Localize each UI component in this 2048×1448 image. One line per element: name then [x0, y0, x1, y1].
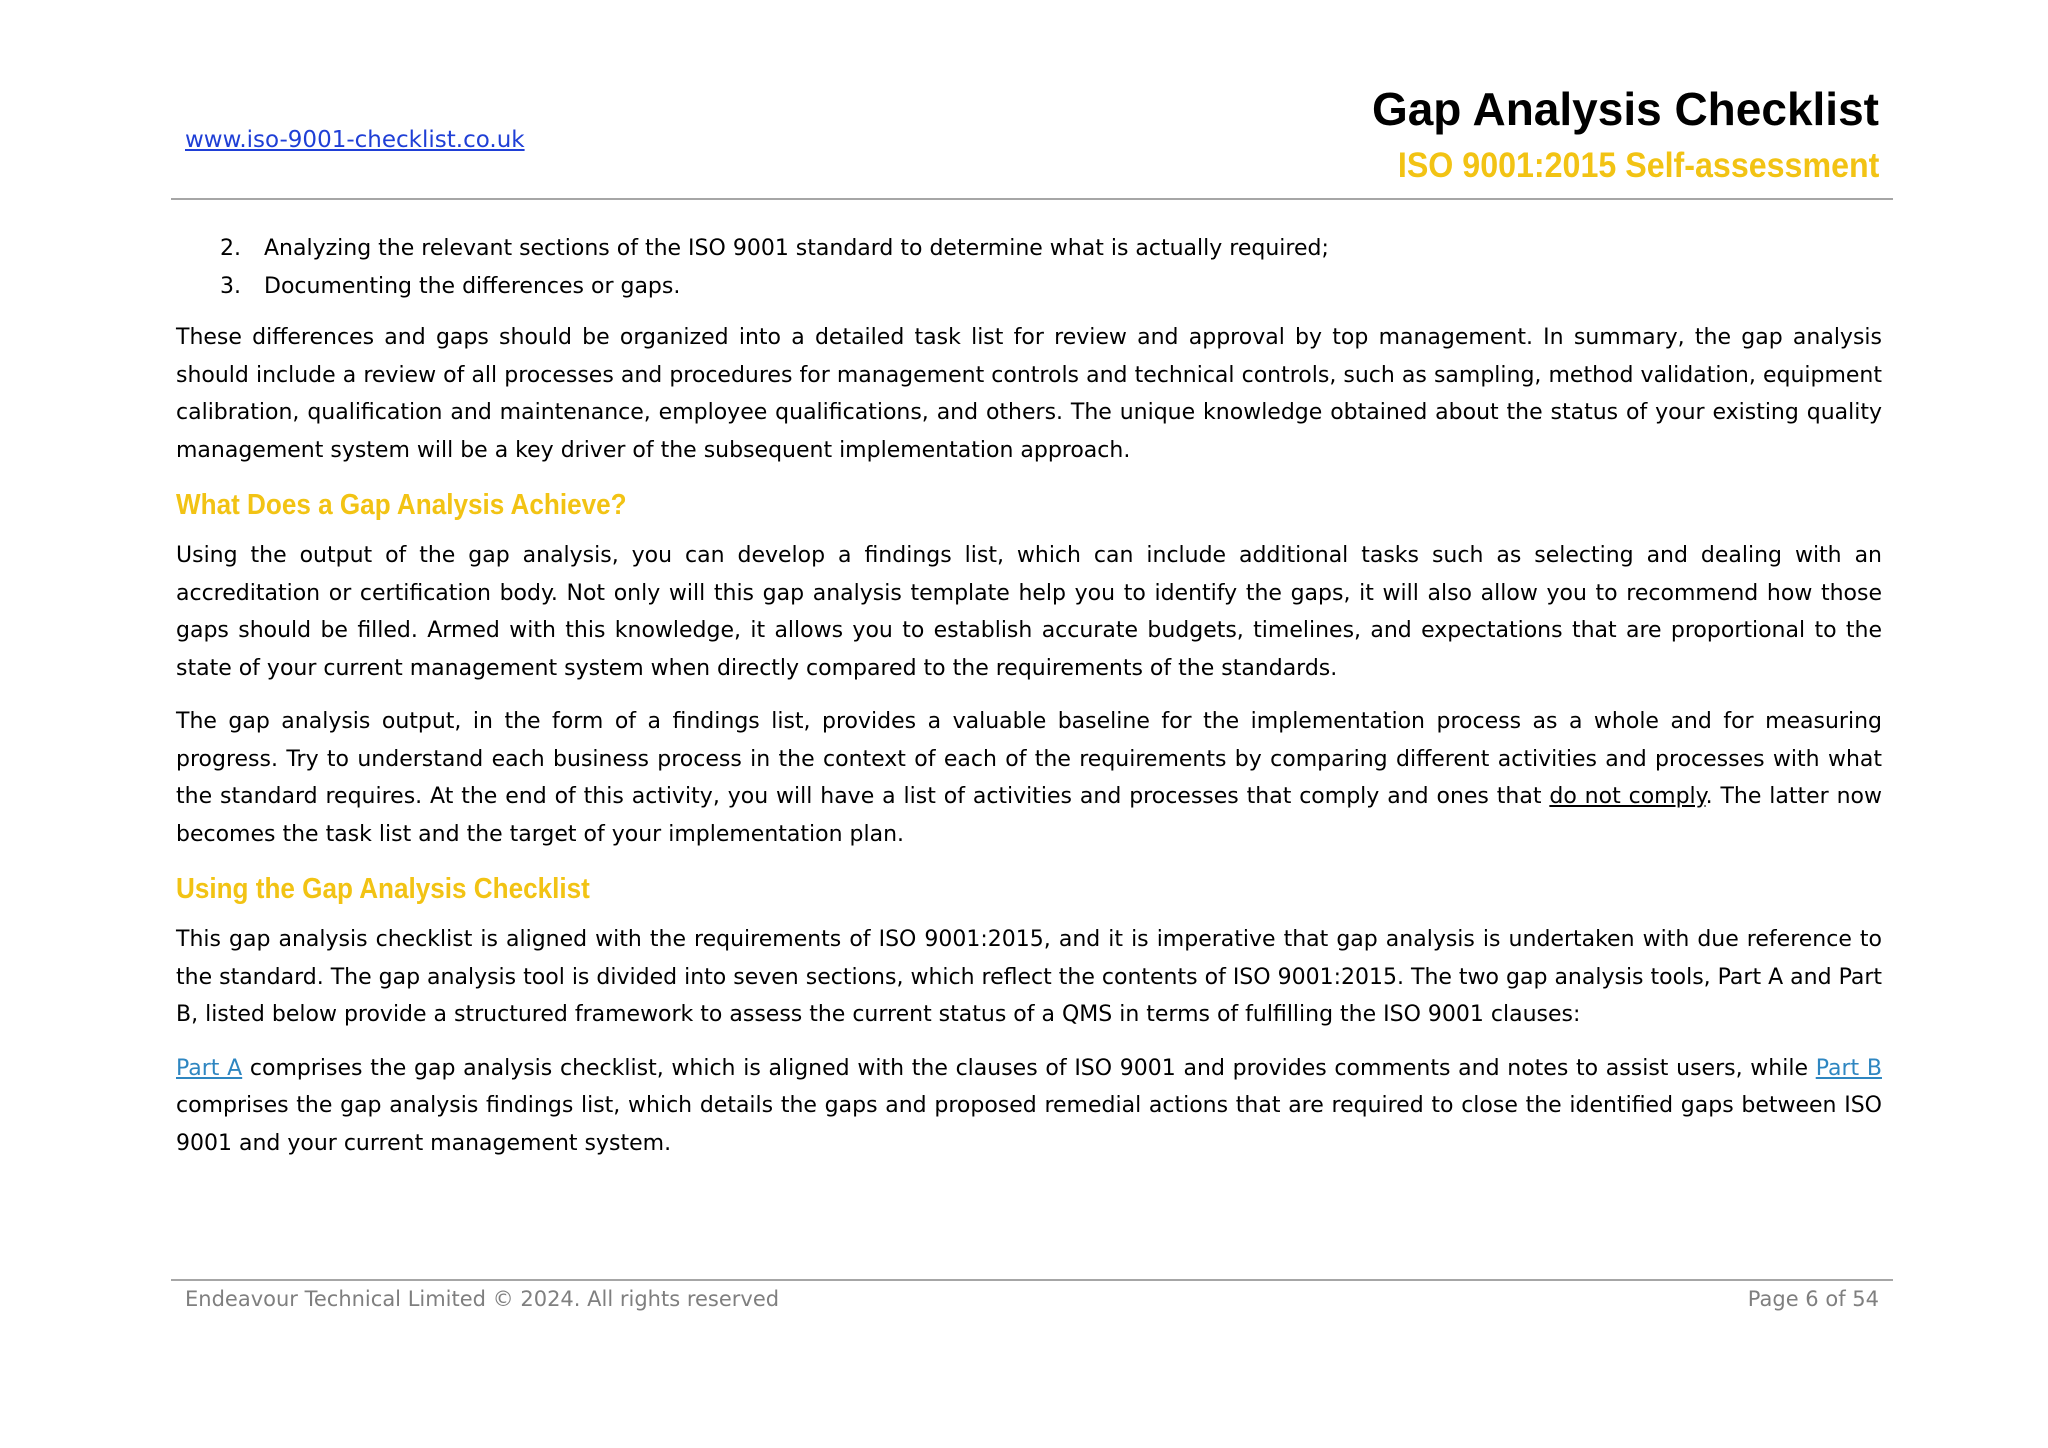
document-title: Gap Analysis Checklist — [1371, 83, 1879, 135]
footer-copyright: Endeavour Technical Limited © 2024. All rights reserved — [185, 1287, 780, 1311]
underlined-text: do not comply — [1549, 784, 1706, 809]
paragraph-parts-tail: comprises the gap analysis findings list, which details the gaps and proposed remedial actions that are required to close the identified gaps between ISO 9001 and your current management system. — [176, 1093, 1882, 1156]
part-a-link[interactable]: Part A — [176, 1055, 243, 1081]
page-content — [176, 230, 1882, 1178]
page-header — [171, 82, 1893, 200]
list-item-text: Analyzing the relevant sections of the ISO 9001 standard to determine what is actually required; — [264, 236, 1329, 261]
paragraph-baseline-tail: . The latter now becomes the task list and the target of your implementation plan. — [176, 784, 1882, 847]
section-heading-using-checklist: Using the Gap Analysis Checklist — [176, 873, 590, 905]
page-number: Page 6 of 54 — [1747, 1287, 1879, 1311]
paragraph-parts-middle: comprises the gap analysis checklist, which is aligned with the clauses of ISO 9001 and provides comments and notes to assist users, while — [242, 1055, 1816, 1081]
numbered-list — [176, 230, 1882, 305]
list-item — [176, 230, 1882, 268]
list-item-number: 2. — [220, 236, 241, 261]
list-item-text: Documenting the differences or gaps. — [264, 273, 681, 299]
paragraph-parts — [176, 1050, 1882, 1163]
document-subtitle: ISO 9001:2015 Self-assessment — [1397, 146, 1879, 185]
page-footer — [171, 1279, 1893, 1331]
paragraph-gap-summary: These differences and gaps should be organized into a detailed task list for review and approval by top management. In summary, the gap analysis should include a review of all processes and procedures for management controls and technical controls, such as sampling, method validation, equipment calibration, qualification and maintenance, employee qualifications, and others. The unique knowledge obtained about the status of your existing quality management system will be a key driver of the subsequent implementation approach. — [176, 325, 1882, 463]
list-item-number: 3. — [220, 273, 241, 299]
part-b-link[interactable]: Part B — [1815, 1055, 1882, 1081]
paragraph-checklist-alignment: This gap analysis checklist is aligned with the requirements of ISO 9001:2015, and it is imperative that gap analysis is undertaken with due reference to the standard. The gap analysis tool is divided into seven sections, which reflect the contents of ISO 9001:2015. The two gap analysis tools, Part A and Part B, listed below provide a structured framework to assess the current status of a QMS in terms of fulfilling the ISO 9001 clauses: — [176, 927, 1882, 1027]
paragraph-findings-list: Using the output of the gap analysis, you can develop a findings list, which can include additional tasks such as selecting and dealing with an accreditation or certification body. Not only will this gap analysis template help you to identify the gaps, it will also allow you to recommend how those gaps should be filled. Armed with this knowledge, it allows you to establish accurate budgets, timelines, and expectations that are proportional to the state of your current management system when directly compared to the requirements of the standards. — [176, 543, 1882, 681]
paragraph-baseline-text: The gap analysis output, in the form of a findings list, provides a valuable baseline for the implementation process as a whole and for measuring progress. Try to understand each business process in the context of each of the requirements by comparing different activities and processes with what the standard requires. At the end of this activity, you will have a list of activities and processes that comply and ones that — [176, 709, 1882, 809]
paragraph-baseline — [176, 703, 1882, 853]
list-item — [176, 268, 1882, 306]
site-link[interactable]: www.iso-9001-checklist.co.uk — [185, 127, 525, 153]
section-heading-achieve: What Does a Gap Analysis Achieve? — [176, 489, 627, 521]
